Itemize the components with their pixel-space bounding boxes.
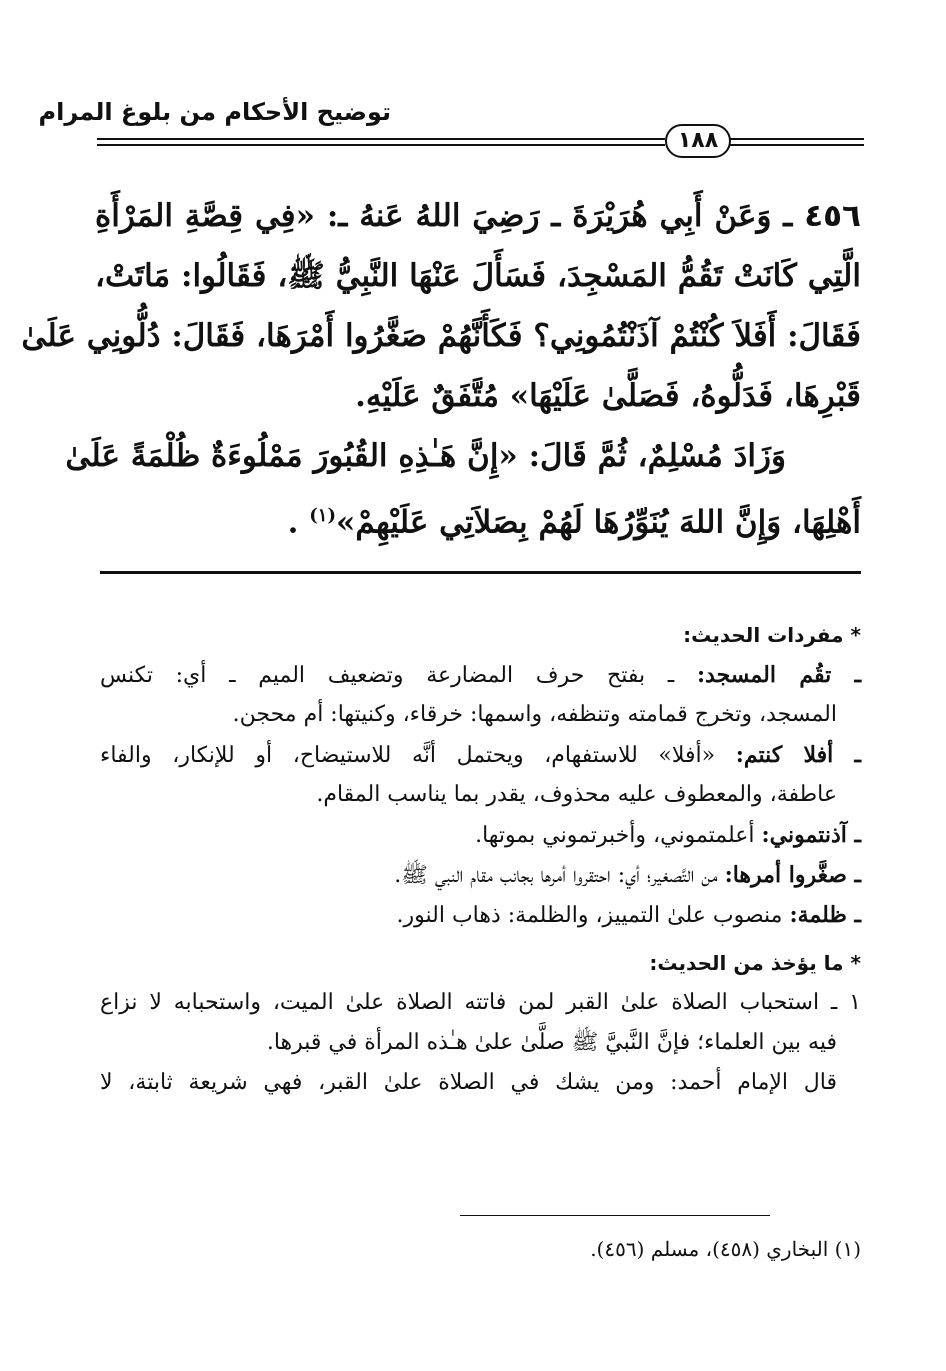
hadith-text [21, 186, 861, 546]
vocab-line: ـ أفلا كنتم: «أفلا» للاستفهام، ويحتمل أنَّه للاستيضاح، أو للإنكار، والفاء [100, 742, 861, 768]
footnote-ref: (١) [309, 505, 336, 526]
vocab-term: ـ تقُم المسجد: [696, 662, 862, 688]
lesson-line: فيه بين العلماء؛ فإنَّ النَّبيَّ ﷺ صلَّىٰ علىٰ هـٰذه المرأة في قبرها. [266, 1030, 837, 1055]
vocabulary-heading: * مفردات الحديث: [683, 623, 861, 647]
vocab-term: ـ آذنتموني: [761, 822, 861, 848]
hadith-line: أَهْلِهَا، وَإِنَّ اللهَ يُنَوِّرُهَا لَهُمْ بِصَلاَتِي عَلَيْهِمْ»$^{(١)}$ . [287, 504, 861, 541]
header-rule [711, 144, 864, 146]
hadith-number: ٤٥٦ [804, 198, 861, 234]
hadith-line: قَبْرِهَا، فَدَلُّوهُ، فَصَلَّىٰ عَلَيْهَا» مُتَّفَقٌ عَلَيْهِ. [355, 378, 861, 414]
vocab-line: ـ ظلمة: منصوب علىٰ التمييز، والظلمة: ذهاب النور. [396, 902, 861, 928]
header-rule [97, 138, 665, 140]
footnote-rule [460, 1215, 770, 1216]
vocab-line: ـ صغَّروا أمرها: من التَّصغير؛ أي: احتقروا أمرها بجانب مقام النبي ﷺ. [394, 862, 861, 888]
hadith-line: ٤٥٦ ـ وَعَنْ أَبِي هُرَيْرَةَ ـ رَضِيَ اللهُ عَنهُ ـ: «فِي قِصَّةِ المَرْأَةِ [95, 198, 861, 234]
vocab-term: ـ ظلمة: [789, 902, 861, 928]
lesson-line: قال الإمام أحمد: ومن يشك في الصلاة علىٰ القبر، فهي شريعة ثابتة، لا [100, 1070, 837, 1095]
lesson-line: ١ ـ استحباب الصلاة علىٰ القبر لمن فاتته الصلاة علىٰ الميت، واستحبابه لا نزاع [100, 990, 861, 1015]
vocab-term: ـ أفلا كنتم: [735, 742, 861, 768]
vocab-line: ـ تقُم المسجد: ـ بفتح حرف المضارعة وتضعيف الميم ـ أي: تكنس [100, 662, 862, 688]
vocab-line: عاطفة، والمعطوف عليه محذوف، يقدر بما يناسب المقام. [316, 782, 837, 807]
vocab-line: ـ آذنتموني: أعلمتموني، وأخبرتموني بموتها. [475, 822, 861, 848]
vocab-line: المسجد، وتخرج قمامته وتنظفه، واسمها: خرقاء، وكنيتها: أم محجن. [232, 702, 837, 727]
header-rule [97, 144, 665, 146]
vocab-term: ـ صغَّروا أمرها: [724, 862, 861, 888]
lessons-heading: * ما يؤخذ من الحديث: [649, 951, 861, 975]
running-header-title: توضيح الأحكام من بلوغ المرام [38, 98, 391, 126]
hadith-line: الَّتِي كَانَتْ تَقُمُّ المَسْجِدَ، فَسَأَلَ عَنْهَا النَّبِيُّ ﷺ، فَقَالُوا: مَاتَتْ، [95, 258, 861, 294]
commentary [100, 615, 861, 1103]
footnote: (١) البخاري (٤٥٨)، مسلم (٤٥٦). [590, 1237, 861, 1261]
header-rule [711, 138, 864, 140]
hadith-line: وَزَادَ مُسْلِمٌ، ثُمَّ قَالَ: «إِنَّ هَـٰذِهِ القُبُورَ مَمْلُوءَةٌ ظُلْمَةً عَلَىٰ [65, 438, 786, 474]
hadith-line: فَقَالَ: أَفَلاَ كُنْتُمْ آذَنْتُمُونِي؟ فَكَأَنَّهُمْ صَغَّرُوا أَمْرَهَا، فَقَالَ: دُلُّونِي عَلَىٰ [21, 318, 861, 354]
page-number: ١٨٨ [665, 124, 731, 158]
section-divider [100, 571, 861, 574]
